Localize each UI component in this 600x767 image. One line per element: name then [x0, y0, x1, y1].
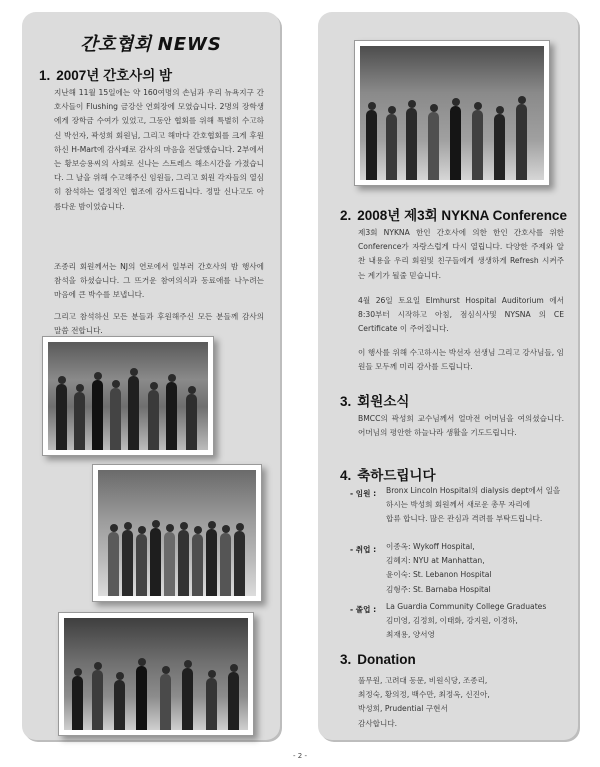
figure	[366, 110, 377, 180]
page-number: - 2 -	[293, 752, 307, 760]
section-2-paragraph-2: 4월 26일 토요일 Elmhurst Hospital Auditorium 에서 8:30부터 시작하고 아침, 점심식사및 NYSNA 의 CE Certificate 이 주어집니다.	[358, 296, 564, 334]
section-1-number: 1.	[39, 68, 51, 83]
figure	[92, 670, 103, 730]
section-3-paragraph-1: BMCC의 곽성희 교수님께서 얼마전 어머님을 여의셨습니다. 어머님의 평안한 하늘나라 생활을 기도드립니다.	[358, 414, 564, 438]
photo-group-portrait-image	[98, 470, 256, 596]
figure	[128, 376, 139, 450]
donation-line: 박성희, Prudential 구현서	[358, 704, 448, 714]
appointment-line: 합류 합니다. 많은 관심과 격려를 부탁드립니다.	[386, 514, 543, 524]
figure	[124, 522, 132, 530]
employment-label: - 취업 :	[350, 545, 377, 554]
figure	[150, 528, 161, 596]
figure	[108, 532, 119, 596]
photo-group-portrait	[92, 464, 262, 602]
figure	[474, 102, 482, 110]
newsletter-title-korean: 간호협회	[80, 34, 152, 55]
newsletter-title	[22, 30, 280, 56]
appointment-label: - 임원 :	[350, 489, 377, 498]
figure	[114, 680, 125, 730]
photo-party-crowd	[58, 612, 254, 736]
figure	[222, 525, 230, 533]
figure	[516, 104, 527, 180]
section-donation-number: 3.	[340, 652, 352, 667]
figure	[230, 664, 238, 672]
section-2-heading	[340, 204, 567, 224]
figure	[112, 380, 120, 388]
graduation-label: - 졸업 :	[350, 605, 377, 614]
figure	[430, 104, 438, 112]
figure	[56, 384, 67, 450]
section-3-number: 3.	[340, 394, 352, 409]
section-1-paragraph-3: 그리고 참석하신 모든 분들과 후원해주신 모든 분들께 감사의 말씀 전합니다.	[54, 312, 264, 336]
section-2-paragraph-1: 제3회 NYKNA 한인 간호사에 의한 한인 간호사를 위한 Conference가 자랑스럽게 다시 열립니다. 다양한 주제와 알찬 내용을 우리 회원및 친구들에게 생생하게 Refresh 시켜주는 계기가 될줄 믿습니다.	[358, 228, 564, 280]
graduation-text	[386, 600, 546, 643]
figure	[94, 662, 102, 670]
figure	[74, 668, 82, 676]
figure	[178, 530, 189, 596]
figure	[180, 522, 188, 530]
figure	[388, 106, 396, 114]
figure	[186, 394, 197, 450]
newsletter-title-news: NEWS	[157, 34, 222, 55]
figure	[166, 382, 177, 450]
figure	[208, 521, 216, 529]
figure	[110, 388, 121, 450]
figure	[184, 660, 192, 668]
figure	[72, 676, 83, 730]
figure	[208, 670, 216, 678]
section-2-paragraph-3: 이 행사를 위해 수고하시는 박선자 선생님 그리고 강사님들, 임원들 모두께 미리 감사를 드립니다.	[358, 348, 564, 372]
figure	[228, 672, 239, 730]
appointment-line: 하시는 박성희 회원께서 새로운 총무 자리에	[386, 500, 531, 510]
figure	[130, 368, 138, 376]
graduation-line: 최재용, 양서영	[386, 630, 435, 640]
figure	[368, 102, 376, 110]
employment-text	[386, 540, 492, 597]
figure	[152, 520, 160, 528]
figure	[164, 532, 175, 596]
figure	[194, 526, 202, 534]
photo-party-crowd-image	[64, 618, 248, 730]
figure	[74, 392, 85, 450]
figure	[472, 110, 483, 180]
figure	[160, 674, 171, 730]
graduation-line: La Guardia Community College Graduates	[386, 602, 547, 611]
figure	[450, 106, 461, 180]
figure	[220, 533, 231, 596]
figure	[496, 106, 504, 114]
section-donation-heading	[340, 652, 416, 667]
figure	[236, 523, 244, 531]
section-1-paragraph-1: 지난해 11월 15일에는 약 160여명의 손님과 우리 뉴욕지구 간호사들이 Flushing 금강산 연회장에 모였습니다. 2명의 장학생에게 장학금 수여가 있었고, 그동안 협회를 위해 특별히 수고하신 박선자, 곽성희 회원님, 그리고 해마다 간호협회를 크게 후원하신 H-Mart에 감사패로 감사의 마음을 전달했습니다. 2부에서는 황보승용씨의 사회로 신나는 스트레스 해소시간을 가졌습니다. 그 날을 위해 수고해주신 임원들, 그리고 회원 각자들의 열심히 참석하는 열정적인 협조에 감사드립니다. 정말 신나고도 아름다운 밤이었습니다.	[54, 88, 264, 211]
section-2-number: 2.	[340, 208, 352, 223]
figure	[122, 530, 133, 596]
employment-line: 김형주: St. Barnaba Hospital	[386, 584, 491, 594]
figure	[110, 524, 118, 532]
employment-line: 김혜지: NYU at Manhattan,	[386, 556, 485, 566]
donation-text	[358, 674, 490, 731]
figure	[94, 372, 102, 380]
donation-line: 감사합니다.	[358, 718, 398, 728]
figure	[188, 386, 196, 394]
graduation-line: 김미영, 김정희, 이태화, 강지원, 이경하,	[386, 616, 518, 626]
section-4-heading	[340, 464, 436, 484]
figure	[428, 112, 439, 180]
figure	[136, 534, 147, 596]
figure	[116, 672, 124, 680]
figure	[168, 374, 176, 382]
figure	[386, 114, 397, 180]
figure	[136, 666, 147, 730]
section-4-title: 축하드립니다	[357, 468, 436, 483]
section-1-heading	[39, 64, 172, 84]
section-2-title: 2008년 제3회 NYKNA Conference	[357, 208, 567, 223]
figure	[192, 534, 203, 596]
section-3-title: 회원소식	[357, 394, 410, 409]
appointment-text	[386, 484, 560, 527]
employment-line: 이종옥: Wykoff Hospital,	[386, 542, 475, 551]
figure	[138, 526, 146, 534]
photo-party-dance-image	[48, 342, 208, 450]
donation-line: 최정숙, 황의정, 백수만, 최정옥, 신진아,	[358, 690, 490, 700]
figure	[148, 390, 159, 450]
photo-dance-line	[354, 40, 550, 186]
appointment-line: Bronx Lincoln Hospital의 dialysis dept에서 일을	[386, 486, 561, 495]
employment-line: 윤이숙: St. Lebanon Hospital	[386, 570, 492, 580]
figure	[408, 100, 416, 108]
figure	[150, 382, 158, 390]
section-donation-title: Donation	[357, 652, 416, 667]
figure	[206, 678, 217, 730]
figure	[92, 380, 103, 450]
figure	[518, 96, 526, 104]
figure	[76, 384, 84, 392]
figure	[182, 668, 193, 730]
left-column-panel	[22, 12, 280, 740]
figure	[206, 529, 217, 596]
photo-party-dance	[42, 336, 214, 456]
figure	[234, 531, 245, 596]
photo-dance-line-image	[360, 46, 544, 180]
figure	[494, 114, 505, 180]
figure	[166, 524, 174, 532]
figure	[138, 658, 146, 666]
section-3-heading	[340, 390, 409, 410]
section-1-title: 2007년 간호사의 밤	[56, 68, 173, 83]
section-4-number: 4.	[340, 468, 352, 483]
figure	[162, 666, 170, 674]
figure	[452, 98, 460, 106]
donation-line: 풀무원, 고려대 동문, 비원식당, 조종리,	[358, 676, 488, 685]
section-1-paragraph-2: 조종리 회원께서는 NJ의 연로에서 일부러 간호사의 밤 행사에 참석을 하셨습니다. 그 뜨거운 참여의식과 동료애를 나누려는 마음에 큰 박수를 보냅니다.	[54, 262, 264, 300]
figure	[58, 376, 66, 384]
figure	[406, 108, 417, 180]
right-column-panel	[318, 12, 578, 740]
